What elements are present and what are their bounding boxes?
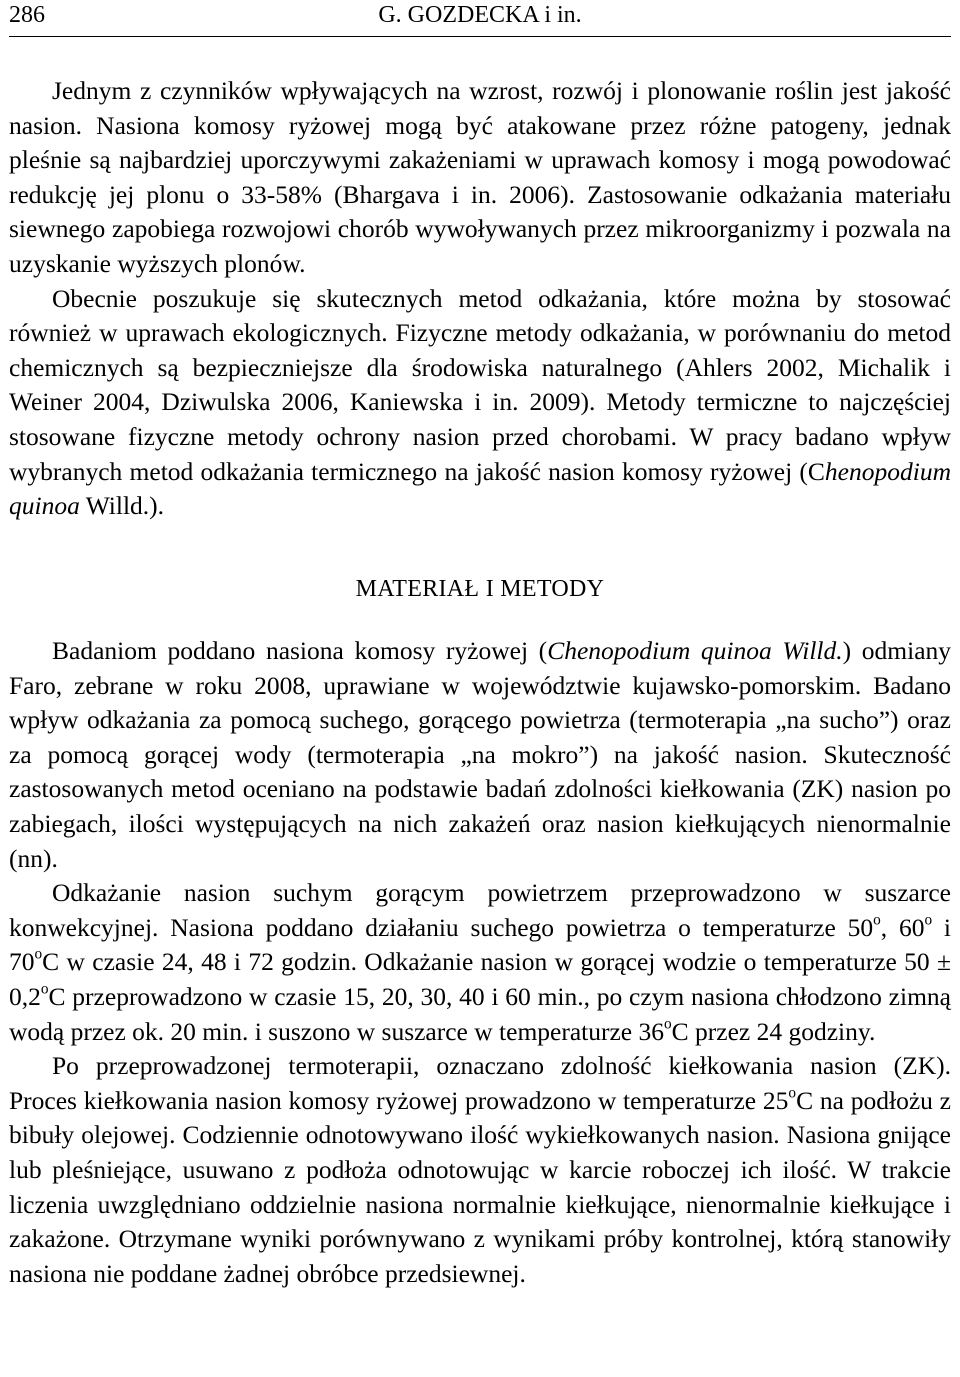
methods-paragraph-2: Odkażanie nasion suchym gorącym powietrzem przeprowadzono w suszarce konwekcyjnej. Nasiona poddano działaniu suchego powietrza o temperaturze 50$^o$, 60$^o$ i 70$^o$C w czasie 24, 48 i 72 godzin. Odkażanie nasion w gorącej wodzie o temperaturze $50 \pm 0,2^oC$ przeprowadzono w czasie 15, 20, 30, 40 i 60 min., po czym nasiona chłodzono zimną wodą przez ok. 20 min. i suszono w suszarce w temperaturze 36$^o$C przez 24 godziny. (9, 878, 951, 1046)
page-header (9, 0, 951, 37)
introduction-section (9, 74, 951, 524)
methods-paragraph-3: Po przeprowadzonej termoterapii, oznaczano zdolność kiełkowania nasion (ZK). Proces kiełkowania nasion komosy ryżowej prowadzono w temperaturze 25$^o$C na podłożu z bibuły olejowej. Codziennie odnotowywano ilość wykiełkowanych nasion. Nasiona gnijące lub pleśniejące, usuwano z podłoża odnotowując w karcie roboczej ich ilość. W trakcie liczenia uwzględniano oddzielnie nasiona normalnie kiełkujące, nienormalnie kiełkujące i zakażone. Otrzymane wyniki porównywano z wynikami próby kontrolnej, którą stanowiły nasiona nie poddane żadnej obróbce przedsiewnej. (9, 1051, 951, 1288)
page-number: 286 (9, 2, 45, 28)
species-name: Chenopodium quinoa Willd. (547, 636, 843, 665)
intro-paragraph-1: Jednym z czynników wpływających na wzrost, rozwój i plonowanie roślin jest jakość nasion. Nasiona komosy ryżowej mogą być atakowane przez różne patogeny, jednak pleśnie są najbardziej uporczywymi zakażeniami w uprawach komosy i mogą powodować redukcję jej plonu o 33-58% (Bhargava i in. 2006). Zastosowanie odkażania materiału siewnego zapobiega rozwojowi chorób wywoływanych przez mikroorganizmy i pozwala na uzyskanie wyższych plonów. (9, 76, 951, 278)
methods-section (9, 634, 951, 1291)
degree-superscript: o (873, 911, 881, 929)
degree-superscript: o (664, 1015, 672, 1033)
intro-paragraph-2: Obecnie poszukuje się skutecznych metod odkażania, które można by stosować również w uprawach ekologicznych. Fizyczne metody odkażania, w porównaniu do metod chemicznych są bezpieczniejsze dla środowiska naturalnego (Ahlers 2002, Michalik i Weiner 2004, Dziwulska 2006, Kaniewska i in. 2009). Metody termiczne to najczęściej stosowane fizyczne metody ochrony nasion przed chorobami. W pracy badano wpływ wybranych metod odkażania termicznego na jakość nasion komosy ryżowej (Chenopodium quinoa Willd.). (9, 283, 951, 521)
methods-paragraph-1: Badaniom poddano nasiona komosy ryżowej (Chenopodium quinoa Willd.) odmiany Faro, zebrane w roku 2008, uprawiane w województwie kujawsko-pomorskim. Badano wpływ odkażania za pomocą suchego, gorącego powietrza (termoterapia „na sucho”) oraz za pomocą gorącej wody (termoterapia „na mokro”) na jakość nasion. Skuteczność zastosowanych metod oceniano na podstawie badań zdolności kiełkowania (ZK) nasion po zabiegach, ilości występujących na nich zakażeń oraz nasion kiełkujących nienormalnie (nn). (9, 636, 952, 873)
running-head: G. GOZDECKA i in. (378, 2, 582, 28)
degree-superscript: o (788, 1084, 797, 1102)
degree-superscript: o (34, 945, 43, 963)
species-name: henopodium quinoa (9, 456, 951, 521)
degree-superscript: o (924, 911, 933, 929)
degree-superscript: o (40, 980, 49, 998)
section-heading: MATERIAŁ I METODY (355, 576, 605, 602)
